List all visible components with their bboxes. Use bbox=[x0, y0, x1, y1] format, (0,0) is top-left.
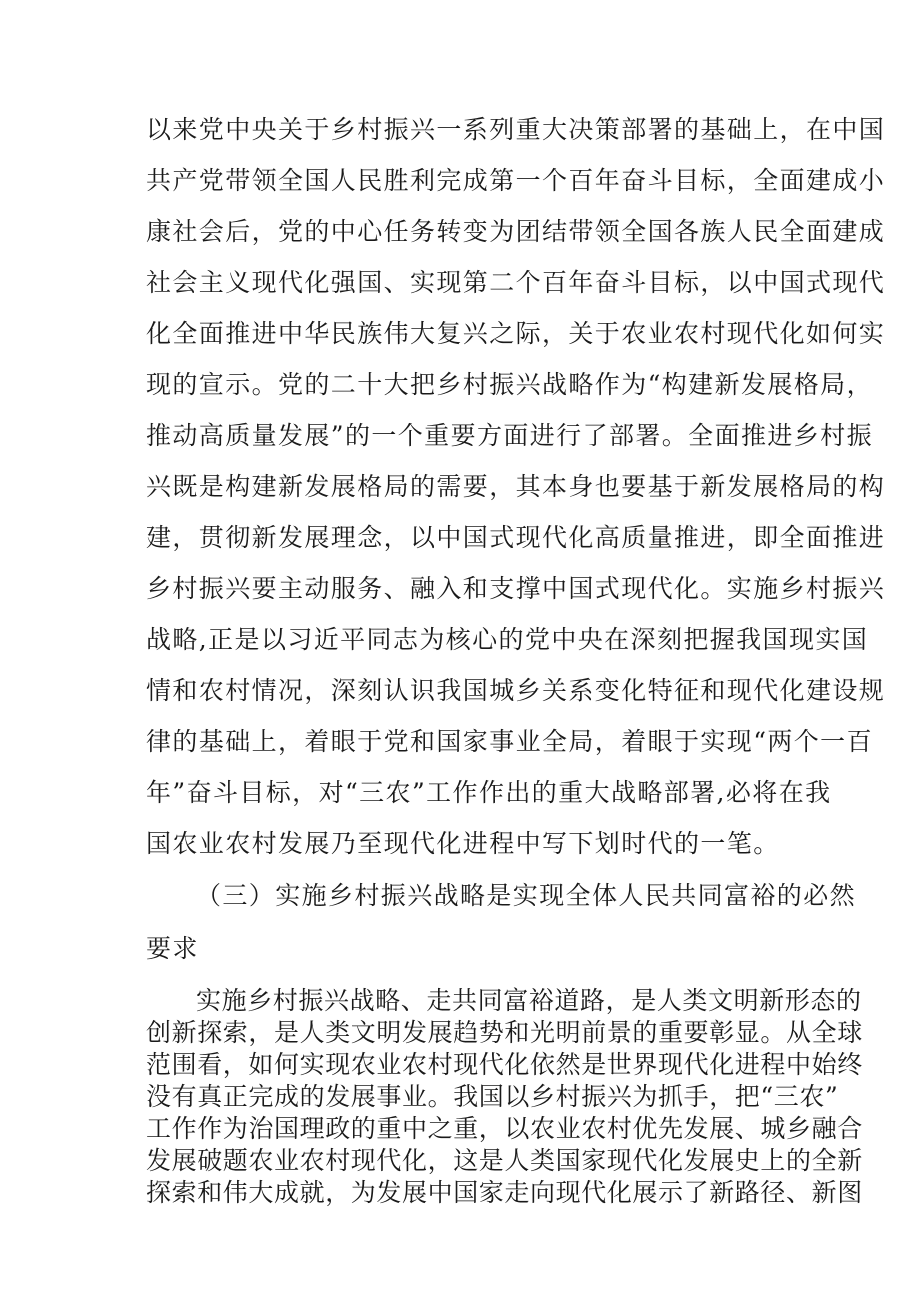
text-line: 探索和伟大成就，为发展中国家走向现代化展示了新路径、新图 bbox=[146, 1178, 863, 1207]
text-line: 国农业农村发展乃至现代化进程中写下划时代的一笔。 bbox=[146, 829, 780, 858]
text-line: 康社会后，党的中心任务转变为团结带领全国各族人民全面建成 bbox=[146, 217, 886, 246]
text-line: 战略,正是以习近平同志为核心的党中央在深刻把握我国现实国 bbox=[146, 625, 869, 654]
text-line: 社会主义现代化强国、实现第二个百年奋斗目标，以中国式现代 bbox=[146, 268, 886, 297]
text-line: 没有真正完成的发展事业。我国以乡村振兴为抓手，把“三农” bbox=[146, 1082, 839, 1111]
text-line: 推动高质量发展”的一个重要方面进行了部署。全面推进乡村振 bbox=[146, 421, 873, 450]
text-line: 兴既是构建新发展格局的需要，其本身也要基于新发展格局的构 bbox=[146, 472, 886, 501]
heading-line: 要求 bbox=[146, 934, 199, 963]
text-line: 工作作为治国理政的重中之重，以农业农村优先发展、城乡融合 bbox=[146, 1114, 863, 1143]
text-line: 实施乡村振兴战略、走共同富裕道路，是人类文明新形态的 bbox=[196, 986, 862, 1015]
text-line: 共产党带领全国人民胜利完成第一个百年奋斗目标，全面建成小 bbox=[146, 166, 886, 195]
text-line: 化全面推进中华民族伟大复兴之际，关于农业农村现代化如何实 bbox=[146, 319, 886, 348]
text-line: 以来党中央关于乡村振兴一系列重大决策部署的基础上，在中国 bbox=[146, 115, 886, 144]
text-line: 发展破题农业农村现代化，这是人类国家现代化发展史上的全新 bbox=[146, 1146, 863, 1175]
heading-line: （三）实施乡村振兴战略是实现全体人民共同富裕的必然 bbox=[196, 881, 857, 910]
text-line: 律的基础上，着眼于党和国家事业全局，着眼于实现“两个一百 bbox=[146, 727, 873, 756]
text-line: 创新探索，是人类文明发展趋势和光明前景的重要彰显。从全球 bbox=[146, 1018, 863, 1047]
text-line: 现的宣示。党的二十大把乡村振兴战略作为“构建新发展格局， bbox=[146, 370, 873, 399]
text-line: 范围看，如何实现农业农村现代化依然是世界现代化进程中始终 bbox=[146, 1050, 863, 1079]
text-line: 年”奋斗目标，对“三农”工作作出的重大战略部署,必将在我 bbox=[146, 778, 832, 807]
text-line: 乡村振兴要主动服务、融入和支撑中国式现代化。实施乡村振兴 bbox=[146, 574, 886, 603]
text-line: 建，贯彻新发展理念，以中国式现代化高质量推进，即全面推进 bbox=[146, 523, 886, 552]
text-line: 情和农村情况，深刻认识我国城乡关系变化特征和现代化建设规 bbox=[146, 676, 886, 705]
